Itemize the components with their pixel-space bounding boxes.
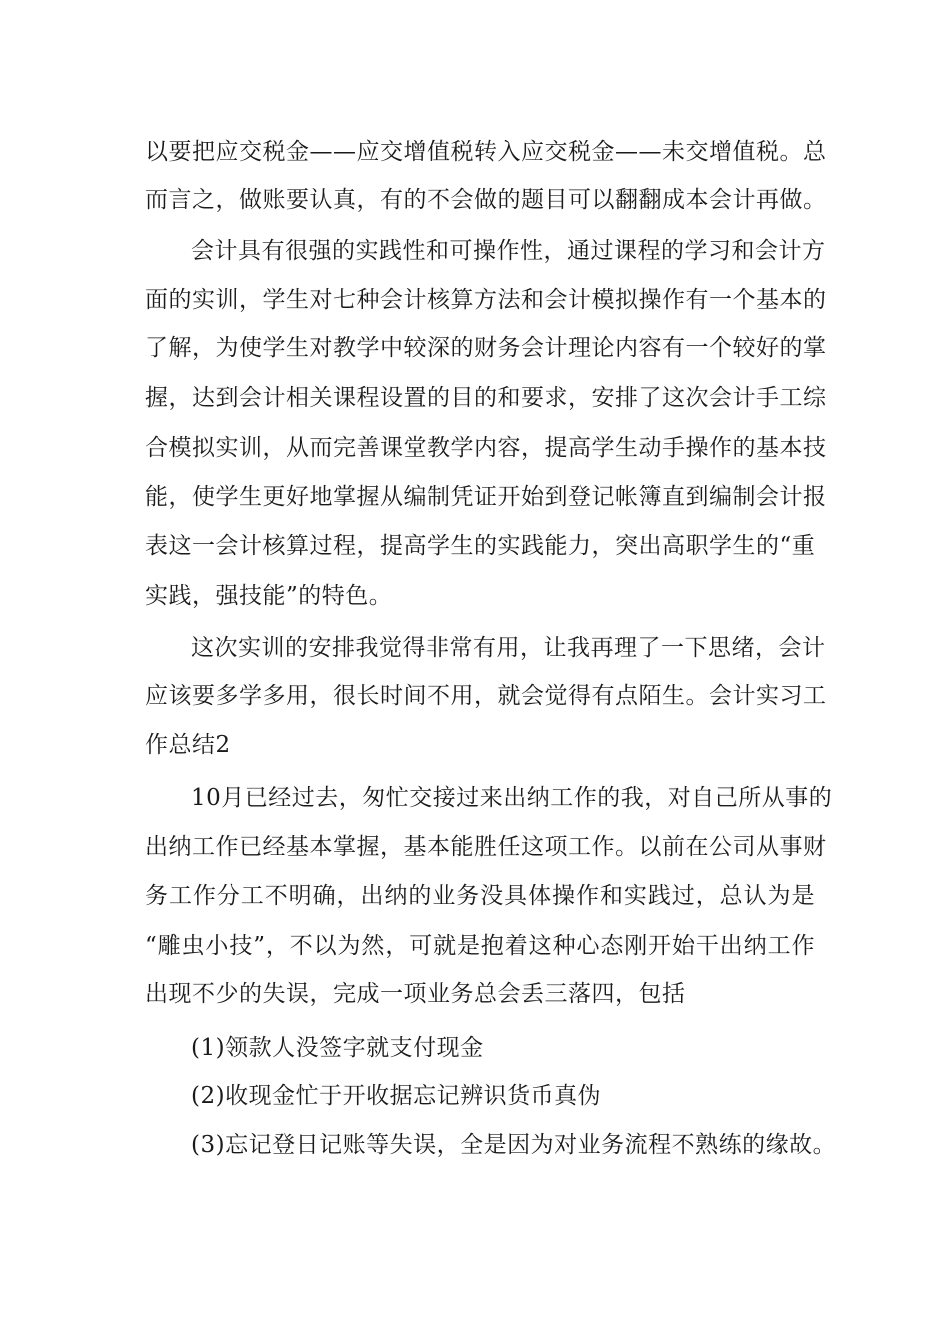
text-line: 出纳工作已经基本掌握，基本能胜任这项工作。以前在公司从事财 xyxy=(145,834,827,860)
paragraph-first-line: 10月已经过去，匆忙交接过来出纳工作的我，对自己所从事的 xyxy=(191,785,833,811)
paragraph-first-line: 这次实训的安排我觉得非常有用，让我再理了一下思绪，会计 xyxy=(191,635,826,661)
text-line: 能，使学生更好地掌握从编制凭证开始到登记帐簿直到编制会计报 xyxy=(145,484,827,510)
list-item: (3)忘记登日记账等失误，全是因为对业务流程不熟练的缘故。 xyxy=(191,1132,837,1158)
text-line: 而言之，做账要认真，有的不会做的题目可以翻翻成本会计再做。 xyxy=(145,187,827,213)
section-heading: 作总结2 xyxy=(145,732,231,758)
text-line: 务工作分工不明确，出纳的业务没具体操作和实践过，总认为是 xyxy=(145,883,815,909)
text-line: 了解，为使学生对教学中较深的财务会计理论内容有一个较好的掌 xyxy=(145,335,827,361)
text-line: 面的实训，学生对七种会计核算方法和会计模拟操作有一个基本的 xyxy=(145,287,827,313)
text-line: 握，达到会计相关课程设置的目的和要求，安排了这次会计手工综 xyxy=(145,385,827,411)
text-line: 出现不少的失误，完成一项业务总会丢三落四，包括 xyxy=(145,981,686,1007)
text-line: 表这一会计核算过程，提高学生的实践能力，突出高职学生的“重 xyxy=(145,533,816,559)
list-item: (1)领款人没签字就支付现金 xyxy=(191,1035,484,1061)
text-line: 应该要多学多用，很长时间不用，就会觉得有点陌生。会计实习工 xyxy=(145,683,827,709)
text-line: 实践，强技能”的特色。 xyxy=(145,583,393,609)
paragraph-first-line: 会计具有很强的实践性和可操作性，通过课程的学习和会计方 xyxy=(191,238,826,264)
text-line: 合模拟实训，从而完善课堂教学内容，提高学生动手操作的基本技 xyxy=(145,435,827,461)
list-item: (2)收现金忙于开收据忘记辨识货币真伪 xyxy=(191,1083,602,1109)
text-line: 以要把应交税金——应交增值税转入应交税金——未交增值税。总 xyxy=(145,139,827,165)
text-line: “雕虫小技”，不以为然，可就是抱着这种心态刚开始干出纳工作 xyxy=(145,933,815,959)
